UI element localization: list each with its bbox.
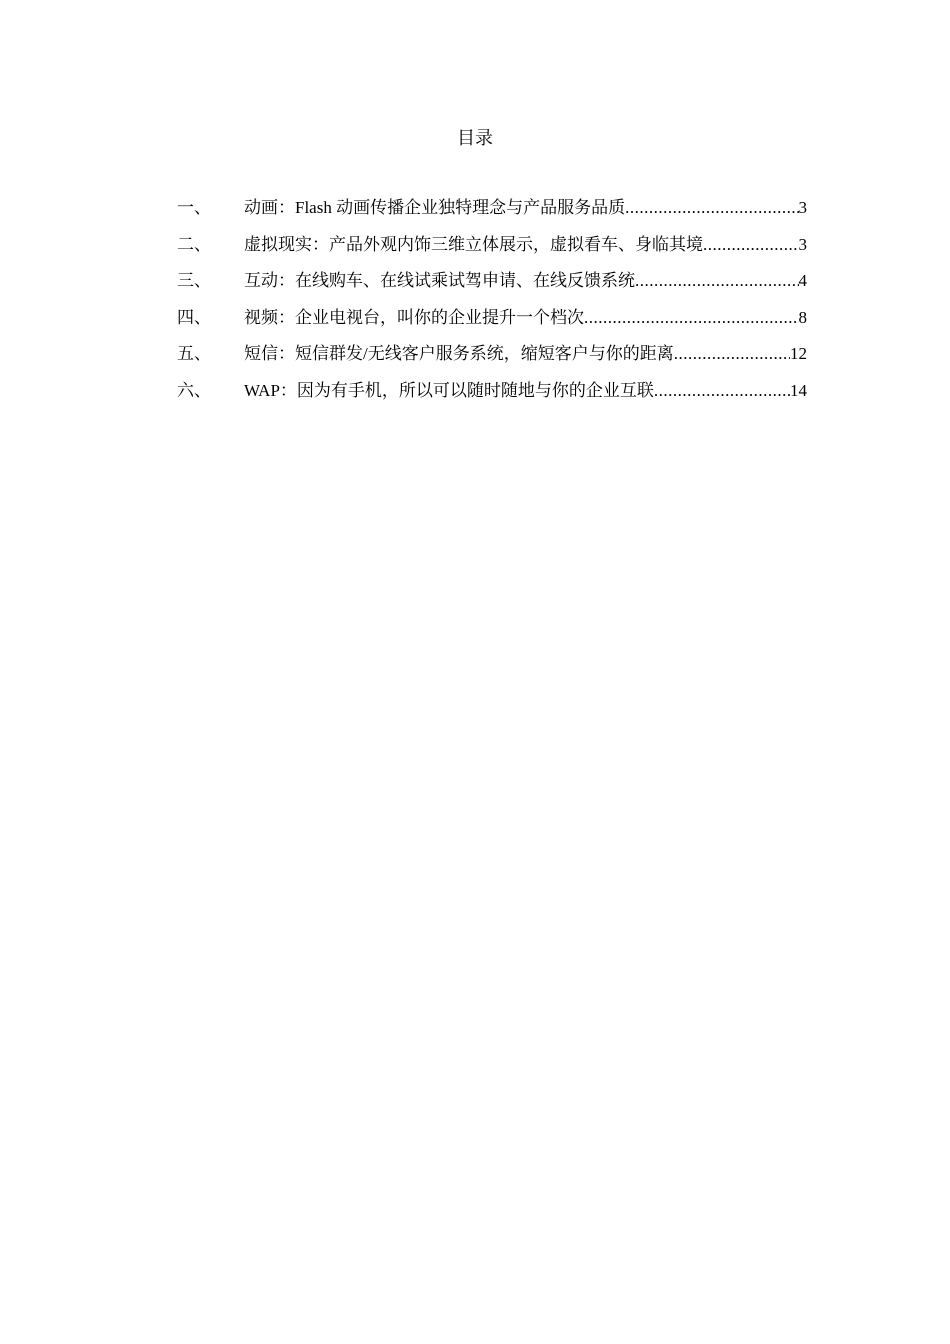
toc-entry-page: 12 [790, 344, 807, 364]
toc-dot-leader [674, 342, 790, 366]
toc-entry[interactable] [177, 196, 807, 233]
toc-dot-leader [635, 269, 799, 293]
page-title: 目录 [457, 128, 493, 148]
table-of-contents [177, 196, 807, 416]
toc-entry[interactable] [177, 269, 807, 306]
toc-dot-leader [703, 233, 799, 257]
toc-entry-number: 五、 [177, 344, 211, 364]
toc-entry-title: 动画：Flash 动画传播企业独特理念与产品服务品质 [244, 198, 626, 217]
toc-entry[interactable] [177, 342, 807, 379]
toc-entry-page: 3 [798, 198, 807, 217]
toc-entry-page: 8 [798, 307, 807, 327]
toc-entry-title: 短信：短信群发/无线客户服务系统，缩短客户与你的距离 [244, 344, 674, 364]
toc-entry[interactable] [177, 379, 807, 416]
toc-entry[interactable] [177, 233, 807, 270]
toc-entry[interactable] [177, 306, 807, 343]
toc-entry-number: 一、 [177, 198, 211, 217]
toc-entry-page: 3 [798, 234, 807, 254]
toc-entry-title: 虚拟现实：产品外观内饰三维立体展示，虚拟看车、身临其境 [244, 234, 703, 254]
toc-entry-title: 互动：在线购车、在线试乘试驾申请、在线反馈系统 [244, 271, 635, 291]
toc-dot-leader [584, 306, 799, 330]
toc-entry-number: 四、 [177, 307, 211, 327]
toc-entry-number: 二、 [177, 234, 211, 254]
toc-entry-title: WAP：因为有手机，所以可以随时随地与你的企业互联 [244, 380, 654, 400]
toc-dot-leader [625, 196, 798, 220]
toc-entry-page: 4 [798, 271, 807, 291]
toc-entry-number: 六、 [177, 380, 211, 400]
toc-entry-page: 14 [790, 380, 807, 400]
toc-entry-number: 三、 [177, 271, 211, 291]
toc-dot-leader [654, 379, 790, 403]
toc-entry-title: 视频：企业电视台，叫你的企业提升一个档次 [244, 307, 584, 327]
